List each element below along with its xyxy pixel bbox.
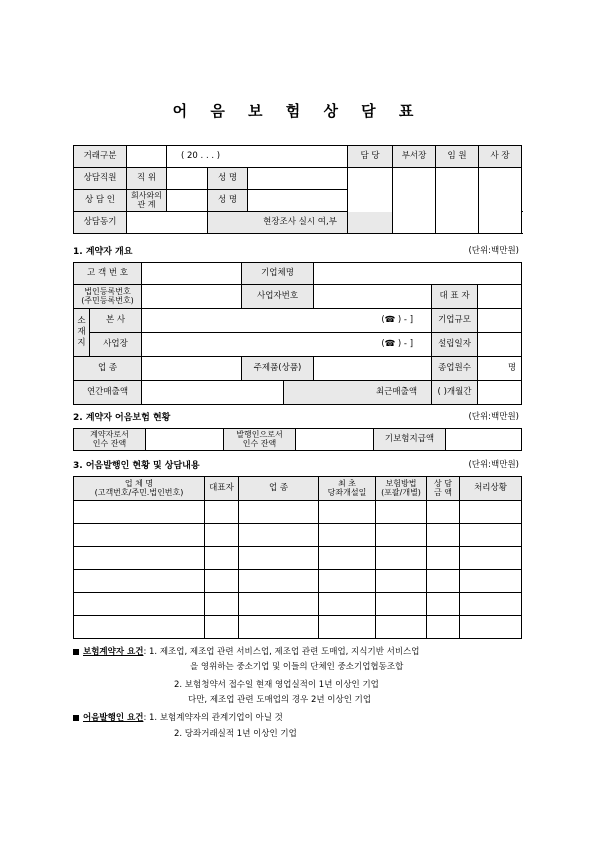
table-cell[interactable] [205,616,239,639]
table-row [74,547,522,570]
table-cell[interactable] [427,524,460,547]
header-table [73,145,522,234]
table-cell[interactable] [376,524,427,547]
table-cell[interactable] [239,501,319,524]
approval-box-3[interactable] [436,168,479,234]
square-bullet-icon [73,715,79,721]
holder-balance-line2: 인수 잔액 [92,438,127,448]
col-amount-line1: 상 담 [434,478,452,488]
section2-unit: (단위:백만원) [468,412,519,422]
table-cell[interactable] [74,547,205,570]
customer-no-field[interactable] [142,263,242,285]
contract-req-2b: 다만, 제조업 관련 도매업의 경우 2년 이상인 기업 [188,695,372,705]
company-name-label: 기업체명 [242,263,314,285]
table-cell[interactable] [460,547,522,570]
company-name-field[interactable] [314,263,522,285]
table-cell[interactable] [376,570,427,593]
col-status: 처리상황 [460,477,522,501]
staff-name-field[interactable] [248,168,348,190]
issuer-balance-label [224,429,296,451]
corp-reg-line1: 법인등록번호 [84,286,131,296]
counselee-name-field[interactable] [248,190,348,212]
location-char-3: 지 [77,338,86,349]
annual-sales-label: 연간매출액 [74,381,142,405]
site-survey-label: 현장조사 실시 여,부 [208,212,393,234]
contract-req-1b: 을 영위하는 중소기업 및 이들의 단체인 중소기업협동조합 [190,662,404,672]
col-company [74,477,205,501]
col-first-account-line1: 최 초 [338,478,356,488]
worksite-label: 사업장 [90,333,142,357]
existing-limit-label: 기보험지급액 [374,429,446,451]
table-cell[interactable] [74,501,205,524]
table-cell[interactable] [205,570,239,593]
industry-label: 업 종 [74,357,142,381]
est-date-field[interactable] [478,333,522,357]
approval-president: 사 장 [479,146,522,168]
recent-sales-label: 최근매출액 [284,381,432,405]
company-size-label: 기업규모 [432,309,478,333]
issuer-req-1: : 1. 보험계약자의 관계기업이 아닐 것 [143,713,283,723]
head-office-address-field[interactable]: (☎ ) - ] [142,309,432,333]
table-cell[interactable] [239,593,319,616]
table-cell[interactable] [239,616,319,639]
col-first-account-line2: 당좌개설일 [327,487,367,497]
table-cell[interactable] [74,616,205,639]
contractor-table [73,262,522,405]
table-cell[interactable] [319,501,376,524]
table-cell[interactable] [205,524,239,547]
table-cell[interactable] [319,616,376,639]
issuer-balance-field[interactable] [296,429,374,451]
relation-label-line1: 회사와의 [131,190,162,200]
table-cell[interactable] [460,593,522,616]
col-company-line1: 업 체 명 [124,478,154,488]
table-cell[interactable] [319,570,376,593]
insurance-status-table [73,428,522,451]
employees-label: 종업원수 [432,357,478,381]
table-cell[interactable] [376,547,427,570]
employees-field[interactable]: 명 [478,357,522,381]
biz-reg-field[interactable] [314,285,432,309]
relation-label [127,190,167,212]
table-row [74,524,522,547]
location-char-1: 소 [77,315,86,326]
table-cell[interactable] [427,501,460,524]
table-cell[interactable] [74,570,205,593]
location-label [74,309,90,357]
section2-title: 2. 계약자 어음보험 현황 [73,413,171,423]
issuer-requirements [73,711,283,723]
staff-label: 상담직원 [74,168,127,190]
table-cell[interactable] [376,593,427,616]
relation-label-line2: 관 계 [137,199,156,209]
section3-title: 3. 어음발행인 현황 및 상담내용 [73,461,200,471]
location-char-2: 재 [77,326,86,337]
table-row [74,616,522,639]
counselee-name-label: 성 명 [208,190,248,212]
approval-box-2[interactable] [393,168,436,234]
table-cell[interactable] [74,593,205,616]
col-insurance-method [376,477,427,501]
contract-requirements [73,645,419,657]
table-cell[interactable] [74,524,205,547]
table-cell[interactable] [376,501,427,524]
col-company-line2: (고객번호/주민.법인번호) [94,487,184,497]
biz-reg-label: 사업자번호 [242,285,314,309]
company-size-field[interactable] [478,309,522,333]
table-cell[interactable] [376,616,427,639]
existing-limit-field[interactable] [446,429,522,451]
holder-balance-field[interactable] [146,429,224,451]
section3-unit: (단위:백만원) [468,460,519,470]
section1-unit: (단위:백만원) [468,246,519,256]
col-insurance-method-line2: (포괄/개별) [381,487,421,497]
table-cell[interactable] [205,547,239,570]
table-cell[interactable] [239,547,319,570]
table-cell[interactable] [427,547,460,570]
holder-balance-line1: 계약자로서 [90,429,129,439]
holder-balance-label [74,429,146,451]
issuer-balance-line1: 발행인으로서 [236,429,283,439]
col-insurance-method-line1: 보험방법 [385,478,417,488]
table-row [74,593,522,616]
col-amount-line2: 금 액 [434,487,452,497]
table-cell[interactable] [460,524,522,547]
annual-sales-field[interactable] [142,381,284,405]
worksite-address-field[interactable]: (☎ ) - ] [142,333,432,357]
approval-manager: 부서장 [393,146,436,168]
trade-type-label: 거래구분 [74,146,127,168]
approval-box-4[interactable] [479,168,522,234]
approval-staff: 담 당 [348,146,393,168]
est-date-label: 설립일자 [432,333,478,357]
ceo-field[interactable] [478,285,522,309]
issuer-table [73,476,522,639]
col-amount [427,477,460,501]
table-cell[interactable] [319,547,376,570]
table-cell[interactable] [239,524,319,547]
table-cell[interactable] [427,593,460,616]
relation-field[interactable] [167,190,208,212]
col-first-account [319,477,376,501]
table-row [74,570,522,593]
issuer-req-2: 2. 당좌거래실적 1년 이상인 기업 [174,729,297,739]
table-cell[interactable] [460,616,522,639]
trade-type-field[interactable] [127,146,167,168]
issuer-req-label: 어음발행인 요건 [83,713,144,723]
issuer-balance-line2: 인수 잔액 [242,438,277,448]
staff-name-label: 성 명 [208,168,248,190]
section1-title: 1. 계약자 개요 [73,247,133,257]
table-cell[interactable] [239,570,319,593]
corp-reg-label [74,285,142,309]
staff-position-field[interactable] [167,168,208,190]
col-ceo: 대표자 [205,477,239,501]
counselee-label: 상 담 인 [74,190,127,212]
industry-field[interactable] [142,357,242,381]
head-office-label: 본 사 [90,309,142,333]
square-bullet-icon [73,649,79,655]
corp-reg-field[interactable] [142,285,242,309]
page-title: 어 음 보 험 상 담 표 [172,102,423,120]
table-cell[interactable] [460,501,522,524]
table-cell[interactable] [427,570,460,593]
customer-no-label: 고 객 번 호 [74,263,142,285]
table-cell[interactable] [427,616,460,639]
contract-req-2a: 2. 보험청약서 접수일 현재 영업실적이 1년 이상인 기업 [174,680,379,690]
contract-req-1a: : 1. 제조업, 제조업 관련 서비스업, 제조업 관련 도매업, 지식기반 서비스업 [143,647,420,657]
months-label: ( )개월간 [432,381,478,405]
table-row [74,501,522,524]
contract-req-label: 보험계약자 요건 [83,647,144,657]
recent-sales-field[interactable] [478,381,522,405]
table-cell[interactable] [460,570,522,593]
main-product-label: 주제품(상품) [242,357,314,381]
table-cell[interactable] [319,524,376,547]
corp-reg-line2: (주민등록번호) [81,295,134,305]
main-product-field[interactable] [314,357,432,381]
motive-label: 상담동기 [74,212,127,234]
motive-field[interactable] [127,212,208,234]
ceo-label: 대 표 자 [432,285,478,309]
staff-position-label: 직 위 [127,168,167,190]
table-cell[interactable] [319,593,376,616]
approval-executive: 임 원 [436,146,479,168]
date-field[interactable]: ( 20 . . . ) [167,146,348,168]
col-industry: 업 종 [239,477,319,501]
table-cell[interactable] [205,501,239,524]
table-cell[interactable] [205,593,239,616]
